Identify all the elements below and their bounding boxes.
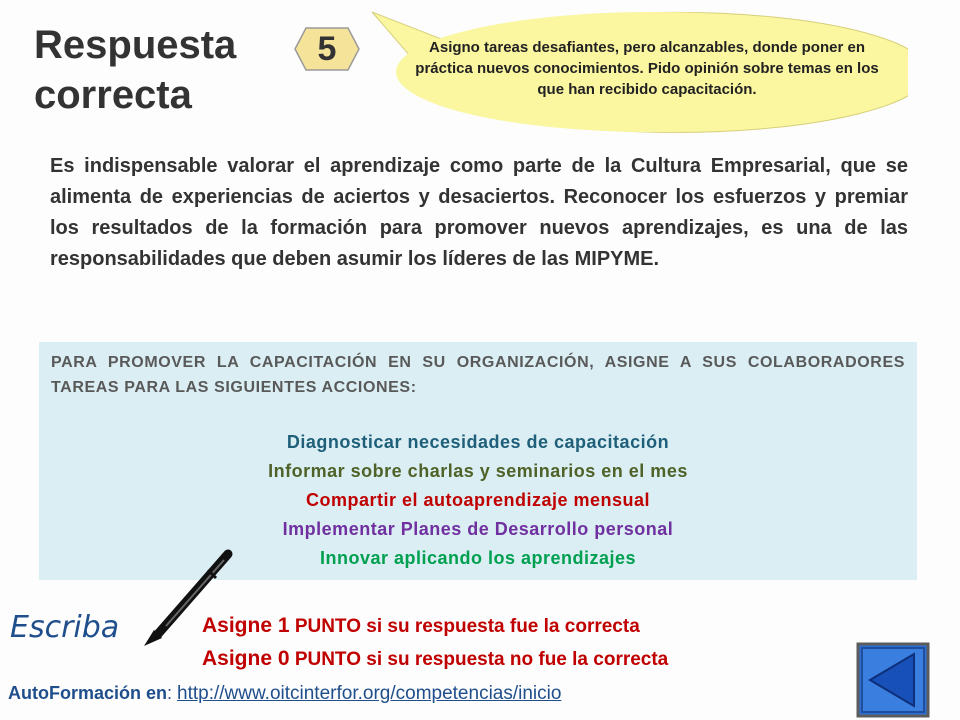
scoring-instructions bbox=[202, 610, 668, 676]
callout-text: Asigno tareas desafiantes, pero alcanzables, donde poner en práctica nuevos conocimientos. Pido opinión sobre temas en los que han recibido capacitación. bbox=[415, 39, 879, 98]
score-zero-rest: PUNTO si su respuesta no fue la correcta bbox=[294, 649, 669, 670]
action-item: Informar sobre charlas y seminarios en el mes bbox=[268, 461, 688, 481]
score-zero: Asigne 0 bbox=[202, 647, 290, 670]
score-line-incorrect bbox=[202, 643, 668, 676]
footer-separator: : bbox=[167, 683, 178, 703]
score-one-rest: PUNTO si su respuesta fue la correcta bbox=[294, 616, 640, 637]
score-one: Asigne 1 bbox=[202, 614, 290, 637]
question-number-badge bbox=[294, 27, 360, 71]
action-item: Implementar Planes de Desarrollo personal bbox=[282, 519, 674, 539]
actions-panel bbox=[39, 342, 917, 580]
score-line-correct bbox=[202, 610, 668, 643]
escriba-label: Escriba bbox=[10, 610, 120, 645]
action-item: Innovar aplicando los aprendizajes bbox=[319, 548, 637, 568]
footer-label: AutoFormación en bbox=[8, 683, 168, 703]
main-paragraph: Es indispensable valorar el aprendizaje como parte de la Cultura Empresarial, que se alimenta de experiencias de aciertos y desaciertos. Reconocer los esfuerzos y premiar los resultados de la formación para promover nuevos aprendizajes, es una de las responsabilidades que deben asumir los líderes de las MIPYME. bbox=[50, 155, 908, 270]
title-text: Respuesta correcta bbox=[34, 23, 237, 117]
panel-heading: PARA PROMOVER LA CAPACITACIÓN EN SU ORGANIZACIÓN, ASIGNE A SUS COLABORADORES TAREAS PARA LAS SIGUIENTES ACCIONES: bbox=[51, 354, 905, 396]
action-item: Diagnosticar necesidades de capacitación bbox=[286, 432, 670, 452]
back-button[interactable] bbox=[856, 642, 930, 718]
page-title bbox=[34, 20, 274, 120]
footer-link[interactable]: http://www.oitcinterfor.org/competencias/inicio bbox=[177, 683, 562, 704]
footer bbox=[8, 683, 561, 705]
badge-number: 5 bbox=[317, 30, 337, 68]
action-item: Compartir el autoaprendizaje mensual bbox=[305, 490, 651, 510]
